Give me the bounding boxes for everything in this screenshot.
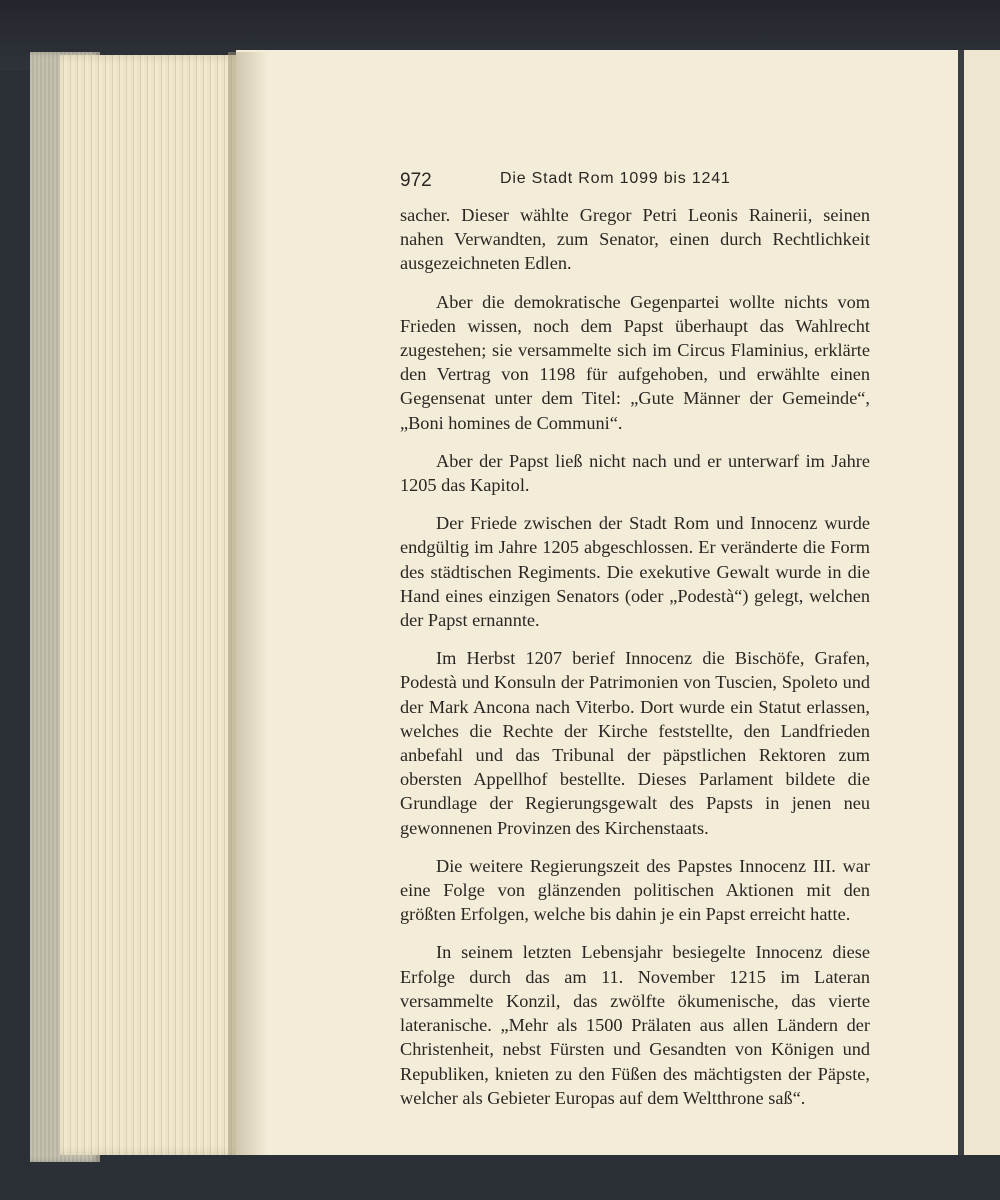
paragraph: In seinem letzten Lebensjahr besiegelte Innocenz diese Erfolge durch das am 11. November 1215 im Lateran versammelte Konzil, das zwölfte ökumenische, das vierte lateranische. „Mehr als 1500 Prälaten aus allen Ländern der Christenheit, nebst Fürsten und Gesandten von Königen und Republiken, knieten zu den Füßen des mächtigsten der Päpste, welcher als Gebieter Europas auf dem Weltthrone saß“.	[400, 942, 870, 1108]
running-title: Die Stadt Rom 1099 bis 1241	[500, 170, 731, 187]
facing-page-edge	[958, 50, 1000, 1155]
page-number: 972	[400, 170, 432, 191]
paragraph: Der Friede zwischen der Stadt Rom und Innocenz wurde endgültig im Jahre 1205 abgeschlossen. Er veränderte die Form des städtischen Regiments. Die exekutive Gewalt wurde in die Hand eines einzigen Senators (oder „Podestà“) gelegt, welchen der Papst ernannte.	[400, 513, 870, 631]
paragraph: Die weitere Regierungszeit des Papstes Innocenz III. war eine Folge von glänzenden politischen Aktionen mit den größten Erfolgen, welche bis dahin je ein Papst erreicht hatte.	[400, 855, 870, 925]
paragraph: Im Herbst 1207 berief Innocenz die Bischöfe, Grafen, Podestà und Konsuln der Patrimonien von Tuscien, Spoleto und der Mark Ancona nach Viterbo. Dort wurde ein Statut erlassen, welches die Rechte der Kirche feststellte, den Landfrieden anbefahl und das Tribunal der päpstlichen Rektoren zum obersten Appellhof bestellte. Dieses Parlament bildete die Grundlage der Regierungsgewalt des Papsts in jenen neu gewonnenen Provinzen des Kirchenstaats.	[400, 648, 870, 838]
page-edges	[60, 55, 245, 1155]
page-gutter-shadow	[228, 52, 268, 1155]
body-text	[400, 203, 870, 1124]
paragraph: Aber der Papst ließ nicht nach und er unterwarf im Jahre 1205 das Kapitol.	[400, 450, 870, 496]
paragraph: sacher. Dieser wählte Gregor Petri Leonis Rainerii, seinen nahen Verwandten, zum Senator, einen durch Rechtlichkeit ausgezeichneten Edlen.	[400, 205, 870, 274]
paragraph: Aber die demokratische Gegenpartei wollte nichts vom Frieden wissen, noch dem Papst überhaupt das Wahlrecht zugestehen; sie versammelte sich im Circus Flaminius, erklärte den Vertrag von 1198 für aufgehoben, und erwählte einen Gegensenat unter dem Titel: „Gute Männer der Gemeinde“, „Boni homines de Communi“.	[400, 291, 870, 433]
